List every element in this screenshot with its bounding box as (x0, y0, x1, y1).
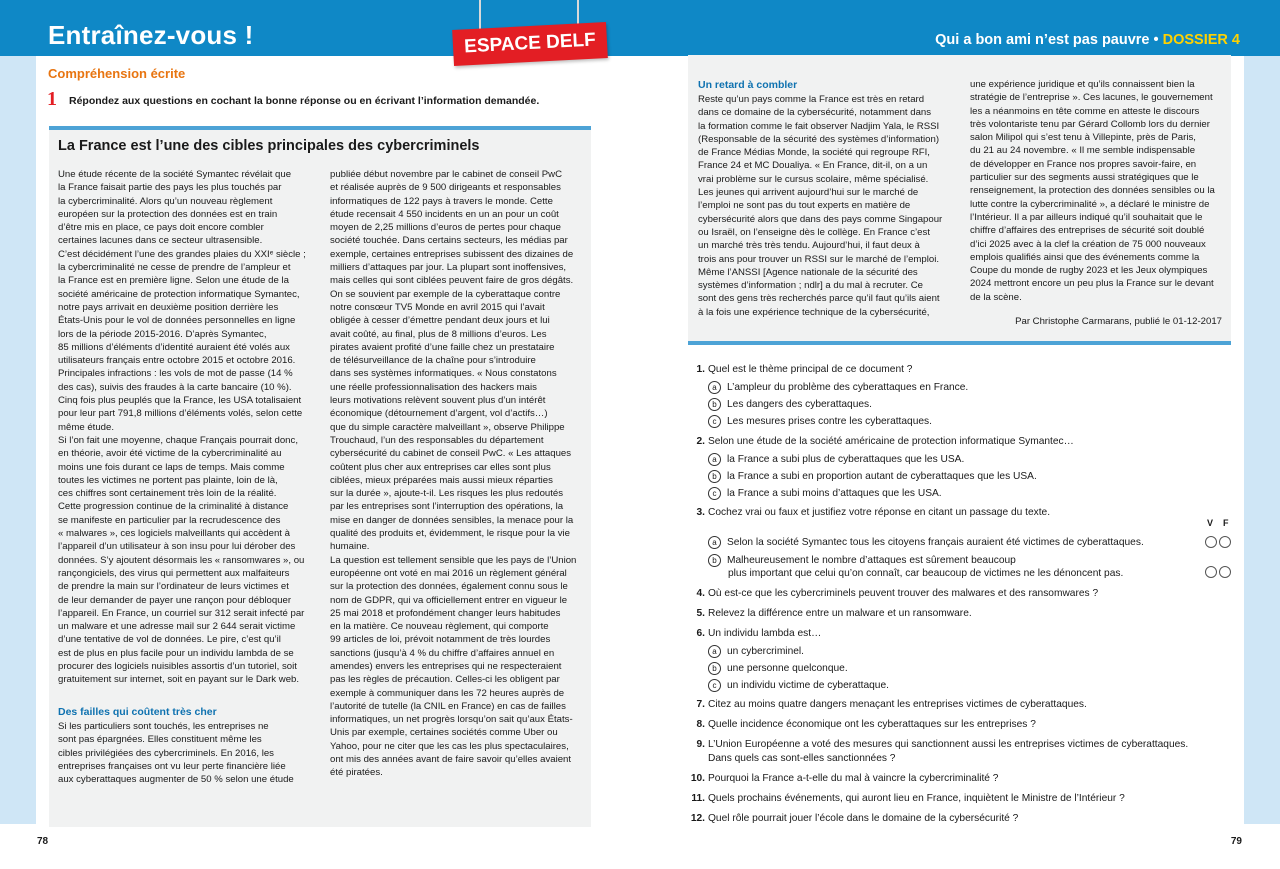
option-letter[interactable]: b (708, 470, 721, 483)
option-letter[interactable]: a (708, 453, 721, 466)
option-6c[interactable] (708, 679, 889, 692)
article-line: Cinq fois plus peuplés que la France, les USA totalisaient (58, 395, 302, 407)
option-1b[interactable] (708, 398, 872, 411)
article-line: l’appareil. En France, un courriel sur 312 serait infecté par (58, 607, 305, 619)
article-line: d’être mis en place, ce pays doit encore combler (58, 222, 264, 234)
article-line: publiée début novembre par le cabinet de conseil PwC (330, 169, 562, 180)
article-line: que du simple caractère malveillant », observe Philippe (330, 421, 565, 433)
article-line: Coupe du monde de rugby 2023 et les Jeux olympiques (970, 265, 1208, 277)
article-line: la formation comme le fait observer Nadjim Yala, le RSSI (698, 120, 940, 132)
page-title: Entraînez-vous ! (48, 20, 254, 50)
vrai-checkbox-a[interactable] (1205, 536, 1217, 548)
question-number: 11. (691, 793, 705, 804)
exercise-instruction: Répondez aux questions en cochant la bonne réponse ou en écrivant l’information demandée. (69, 95, 540, 107)
subheading-failles: Des failles qui coûtent très cher (58, 706, 217, 718)
article-line: une réelle professionnalisation des hackers mais (330, 381, 537, 393)
article-line: de leur demander de payer une rançon pour débloquer (58, 594, 292, 606)
article-line: économique (détournement d’argent, vol d’actifs…) (330, 408, 548, 420)
article-line: renseignement, la protection des données sensibles ou la (970, 185, 1215, 197)
question-number: 7. (696, 699, 705, 710)
question-text: Pourquoi la France a-t-elle du mal à vaincre la cybercriminalité ? (708, 773, 999, 784)
article-line: sanctions (jusqu’à 4 % du chiffre d’affaires annuel en (330, 647, 555, 659)
article-line: milliers d’attaques par jour. La plupart sont inoffensives, (330, 262, 567, 274)
article-line: Les jeunes qui arrivent aujourd’hui sur le marché de (698, 187, 919, 199)
article-line: se manifeste en particulier par la recrudescence des (58, 514, 281, 526)
article-line: l’autorité de tutelle (la CNIL en France) en cas de failles (330, 700, 566, 712)
article-line: Si l’on fait une moyenne, chaque Français pourrait donc, (58, 434, 298, 446)
article-line: de développer en France nos propres savoir-faire, en (970, 158, 1197, 170)
stamp-string-left (479, 0, 481, 30)
article-line: 2024 mettront encore un peu plus la France sur le devant (970, 278, 1214, 290)
article-line: ont mis des années avant de faire savoir qu’elles avaient (330, 754, 572, 766)
article-line: l’appareil d’un utilisateur à son insu pour lui dérober des (58, 541, 296, 553)
article-line: sont des gens très recherchés parce qu’il faut qu’ils aient (698, 293, 940, 305)
vrai-checkbox-b[interactable] (1205, 566, 1217, 578)
option-text: Selon la société Symantec tous les citoyens français auraient été victimes de cyberattaques. (727, 537, 1144, 549)
article-line: systèmes d’information ; ndlr] a du mal à recruter. Ce (698, 280, 924, 292)
option-letter[interactable]: a (708, 645, 721, 658)
article-line: société touchée. Dans certains secteurs, les médias par (330, 235, 568, 247)
article-line: même étude. (58, 421, 114, 433)
article-line: Unis par exemple, certaines sociétés comme Uber ou (330, 727, 558, 739)
article-column-1b (58, 720, 320, 786)
article-line: mais celles qui sont ciblées peuvent faire de gros dégâts. (330, 275, 574, 287)
article-line: Yahoo, pour ne citer que les cas les plus spectaculaires, (330, 740, 569, 752)
question-number: 4. (696, 588, 705, 599)
article-line: lors de la période 2015-2016. D’après Symantec, (58, 328, 267, 340)
article-line: notre pays arrivait en deuxième position derrière les (58, 301, 279, 313)
question-text: Quels prochains événements, qui auront lieu en France, inquiètent le Ministre de l’Intérieur ? (708, 793, 1125, 804)
option-3b (708, 554, 1016, 567)
article-line: à la fois une expérience technique de la cybersécurité, (698, 306, 930, 318)
article-line: la cybercriminalité ne cesse de prendre de l’ampleur et (58, 262, 291, 274)
article-line: société américaine de protection informatique Symantec, (58, 288, 300, 300)
article-line: de France Médias Monde, la société qui regroupe RFI, (698, 147, 930, 159)
article-line: la France faisait partie des pays les plus touchés par (58, 182, 282, 194)
option-letter[interactable]: a (708, 381, 721, 394)
option-text: une personne quelconque. (727, 663, 848, 675)
article-column-3-wrap (698, 77, 963, 319)
article-line: étude recensait 4 550 incidents en un an pour un coût (330, 208, 559, 220)
article-line: informatiques de 122 pays à travers le monde. Cette (330, 195, 553, 207)
option-text: Les dangers des cyberattaques. (727, 399, 872, 411)
article-line: sur la protection des données, également connu sous le (330, 581, 568, 593)
article-line: 99 articles de loi, prévoit notamment de très lourdes (330, 634, 551, 646)
article-line: On se souvient par exemple de la cyberattaque contre (330, 288, 561, 300)
article-line: moins une fois durant ce laps de temps. Mais comme (58, 461, 285, 473)
article-line: stratégie de l’entreprise ». Ces lacunes, le gouvernement (970, 92, 1213, 104)
article-line: avait coûté, au final, plus de 8 millions d’euros. Les (330, 328, 547, 340)
article-line: un malware et une adresse mail sur 2 644 serait victime (58, 621, 296, 633)
question-text: Cochez vrai ou faux et justifiez votre réponse en citant un passage du texte. (708, 507, 1051, 518)
article-line: cybersécurité alors que dans des pays comme Singapour (698, 213, 943, 225)
option-1c[interactable] (708, 415, 932, 428)
question-text: Selon une étude de la société américaine de protection informatique Symantec… (708, 436, 1074, 447)
article-line: l’emploi ne sont pas du tout experts en matière de (698, 200, 911, 212)
article-line: gratuitement sur internet, soit en payant sur le Dark web. (58, 674, 300, 686)
option-text: Malheureusement le nombre d’attaques est sûrement beaucoup (727, 555, 1016, 567)
article-column-1-part-2 (58, 704, 320, 786)
faux-header: F (1223, 518, 1229, 528)
option-2c[interactable] (708, 487, 942, 500)
article-line: salon Milipol qui s’est tenu à Villepinte, près de Paris, (970, 132, 1196, 144)
article-line: chiffre d’affaires des entreprises de sécurité soit doublé (970, 225, 1205, 237)
article-line: ou Israël, on l’enseigne dès le collège. En France c’est (698, 226, 930, 238)
option-letter: b (708, 554, 721, 567)
question-text: Où est-ce que les cybercriminels peuvent trouver des malwares et des ransomwares ? (708, 588, 1099, 599)
article-line: pour leur part 791,8 millions d’éléments volés, selon cette (58, 408, 303, 420)
article-line: toutes les victimes ne portent pas plainte, loin de là, (58, 474, 278, 486)
article-line: nom de GDPR, qui va officiellement entrer en vigueur le (330, 594, 568, 606)
article-line: dans ses systèmes informatiques. « Nous constatons (330, 368, 557, 380)
question-text: Quel rôle pourrait jouer l’école dans le domaine de la cybersécurité ? (708, 813, 1019, 824)
article-line: certaines lacunes dans ce secteur ultrasensible. (58, 235, 263, 247)
article-line: de prendre la main sur l’ordinateur de leurs victimes et (58, 581, 289, 593)
article-byline: Par Christophe Carmarans, publié le 01-12-2017 (1015, 316, 1222, 327)
article-line: d’ici 2025 avec à la clef la création de 75 000 nouveaux (970, 238, 1206, 250)
question-text: L’Union Européenne a voté des mesures qui sanctionnent aussi les entreprises victimes de cyberattaques. (708, 739, 1189, 750)
article-column-3 (698, 93, 963, 319)
option-2a[interactable] (708, 453, 964, 466)
article-column-1 (58, 168, 320, 687)
article-line: procurer des logiciels nuisibles assortis d’un tutoriel, soit (58, 660, 297, 672)
article-line: notre consœur TV5 Monde en avril 2015 qui l’avait (330, 301, 545, 313)
article-line: européenne ont voté en mai 2016 un règlement général (330, 567, 567, 579)
article-line: été piratées. (330, 767, 383, 779)
option-text: Les mesures prises contre les cyberattaques. (727, 416, 932, 428)
option-3b-line2: plus important que celui qu’on connaît, car beaucoup de victimes ne les dénoncent pas. (728, 568, 1124, 579)
article-line: une expérience juridique et qu’ils connaissent bien la (970, 79, 1195, 90)
article-line: dans ce domaine de la cybersécurité, notamment dans (698, 107, 932, 119)
article-line: cybersécurité du cabinet de conseil PwC. « Les attaques (330, 448, 572, 460)
article-line: lutte contre la cybercriminalité », a déclaré le ministre de (970, 198, 1210, 210)
article-line: mise en danger de données sensibles, la menace pour la (330, 514, 574, 526)
page-number-left: 78 (37, 836, 49, 847)
question-number: 10. (690, 773, 705, 784)
subheading-retard: Un retard à combler (698, 79, 798, 91)
article-line: particulier sur des segments aussi stratégiques que le (970, 172, 1199, 184)
option-letter[interactable]: c (708, 415, 721, 428)
article-line: pas les règles de précaution. Celles-ci les obligent par (330, 674, 560, 686)
article-line: États-Unis pour le vol de données personnelles en ligne (58, 315, 296, 327)
article-line: en théorie, avoir été victime de la cybercriminalité au (58, 448, 282, 460)
option-text: L’ampleur du problème des cyberattaques en France. (727, 382, 969, 394)
article-line: emplois qualifiés ainsi que des événements comme la (970, 251, 1200, 263)
header-proverb: Qui a bon ami n’est pas pauvre • (935, 32, 1159, 48)
article-line: Cette progression continue de la criminalité à distance (58, 501, 289, 513)
question-number: 1. (696, 364, 705, 375)
question-text-line2: Dans quels cas sont-elles sanctionnées ? (708, 753, 896, 764)
article-line: ciblées, mieux préparées mais aussi mieux réparties (330, 474, 553, 486)
question-text: Quelle incidence économique ont les cyberattaques sur les entreprises ? (708, 719, 1036, 730)
option-letter[interactable]: c (708, 487, 721, 500)
article-line: exemple à communiquer dans les 72 heures auprès de (330, 687, 565, 699)
article-line: « malwares », ces logiciels malveillants qui accèdent à (58, 528, 290, 540)
article-line: la France est en première ligne. Selon une étude de la (58, 275, 289, 287)
article-line: utilisateurs français entre octobre 2015 et octobre 2016. (58, 355, 296, 367)
article-line: de télésurveillance de la chaîne pour s’introduire (330, 355, 536, 367)
article-column-4 (970, 78, 1228, 304)
article-line: obligée à cesser d’émettre pendant deux jours et lui (330, 315, 550, 327)
left-margin-band (0, 56, 36, 824)
option-letter[interactable]: b (708, 398, 721, 411)
article-line: cibles privilégiées des cybercriminels. En 2016, les (58, 747, 274, 759)
stamp-label: ESPACE DELF (452, 22, 608, 66)
option-text: la France a subi plus de cyberattaques que les USA. (727, 454, 965, 466)
question-text: Citez au moins quatre dangers menaçant les entreprises victimes de cyberattaques. (708, 699, 1087, 710)
article-line: Trouchaud, l’un des responsables du département (330, 434, 544, 446)
article-line: Principales infractions : les vols de mot de passe (14 % (58, 368, 293, 380)
article-line: (Responsable de la sécurité des systèmes d’information) (698, 133, 940, 145)
article-line: du 21 au 24 novembre. « Il me semble indispensable (970, 145, 1196, 157)
article-line: européen sur la protection des données est en train (58, 208, 278, 220)
article-column-2 (330, 168, 592, 780)
option-6b[interactable] (708, 662, 848, 675)
article-line: vrai problème sur le cursus scolaire, même spécialisé. (698, 173, 929, 185)
article-line: en la matière. Ce nouveau règlement, qui comporte (330, 621, 549, 633)
article-line: les a néanmoins en tête comme en atteste le discours (970, 105, 1200, 117)
article-line: 25 mai 2018 et profondément changer leurs habitudes (330, 607, 561, 619)
exercise-number: 1 (47, 88, 57, 110)
question-number: 8. (696, 719, 705, 730)
article-line: sur la durée », ajoute-t-il. Les risques les plus redoutés (330, 488, 564, 500)
option-6a[interactable] (708, 645, 804, 658)
article-line: Une étude récente de la société Symantec révélait que (58, 169, 292, 180)
article-line: très volontariste tenu par Gérard Collomb lors du dernier (970, 118, 1210, 130)
article-line: sont pas épargnées. Elles constituent même les (58, 734, 262, 746)
header-dossier (935, 32, 1240, 48)
faux-checkbox-a[interactable] (1219, 536, 1231, 548)
question-number: 5. (696, 608, 705, 619)
article-line: moyen de 2,25 millions d’euros de pertes pour chaque (330, 222, 561, 234)
article-title: La France est l’une des cibles principales des cybercriminels (58, 138, 480, 154)
question-number: 6. (696, 628, 705, 639)
article-line: Reste qu’un pays comme la France est très en retard (698, 94, 925, 105)
option-text: un cybercriminel. (727, 646, 804, 658)
article-line: ces chiffres sont certainement très loin de la réalité. (58, 488, 277, 500)
article-line: est de plus en plus facile pour un individu lambda de se (58, 647, 294, 659)
section-title: Compréhension écrite (48, 66, 186, 81)
article-line: d’une tentative de vol de données. Le pire, c’est qu’il (58, 634, 281, 646)
option-text: la France a subi moins d’attaques que les USA. (727, 488, 942, 500)
right-margin-band (1244, 56, 1280, 824)
question-number: 2. (696, 436, 705, 447)
article-line: aux cyberattaques augmenter de 50 % selon une étude (58, 774, 294, 786)
espace-delf-stamp (449, 0, 619, 72)
page-number-right: 79 (1230, 836, 1242, 847)
option-text: la France a subi en proportion autant de cyberattaques que les USA. (727, 471, 1037, 483)
article-line: pirates avaient profité d’une faille chez un prestataire (330, 341, 555, 353)
article-line: par les entreprises sont l’interruption des opérations, la (330, 501, 564, 513)
article-line: leurs motivations relèvent souvent plus d’un intérêt (330, 395, 546, 407)
article-line: amendes) envers les entreprises qui ne respecteraient (330, 660, 562, 672)
option-1a[interactable] (708, 381, 968, 394)
article-line: France 24 et MC Doualiya. « En France, dit-il, on a un (698, 160, 928, 172)
article-line: données. S’y ajoutent désormais les « ransomwares », ou (58, 554, 305, 566)
question-text: Un individu lambda est… (708, 628, 822, 639)
article-line: rançongiciels, des virus qui permettent aux malfaiteurs (58, 567, 290, 579)
faux-checkbox-b[interactable] (1219, 566, 1231, 578)
option-letter: a (708, 536, 721, 549)
article-line: Même l’ANSSI [Agence nationale de la sécurité des (698, 266, 918, 278)
article-line: C’est décidément l’une des grandes plaies du XXIᵉ siècle ; (58, 248, 306, 260)
option-3a (708, 536, 1144, 549)
option-letter[interactable]: c (708, 679, 721, 692)
article-line: trois ans pour trouver un RSSI sur le marché de l’emploi. (698, 253, 940, 265)
article-line: exemple, certaines entreprises subissent des dizaines de (330, 248, 574, 260)
article-line: entreprises françaises ont vu leur perte financière liée (58, 760, 286, 772)
question-number: 9. (696, 739, 705, 750)
option-text: un individu victime de cyberattaque. (727, 680, 889, 692)
article-line: un marché très très tendu. Aujourd’hui, il faut deux à (698, 240, 920, 252)
article-line: qualité des produits et, évidemment, le risque pour la vie (330, 528, 570, 540)
vrai-header: V (1207, 518, 1214, 528)
question-text: Quel est le thème principal de ce document ? (708, 364, 913, 375)
article-line: coûtent plus cher aux entreprises car elles sont plus (330, 461, 551, 473)
article-line: de la scène. (970, 291, 1022, 303)
article-line: des cas), suivis des fraudes à la carte bancaire (10 %). (58, 381, 292, 393)
question-text: Relevez la différence entre un malware et un ransomware. (708, 608, 972, 619)
question-number: 3. (696, 507, 705, 518)
article-line: La question est tellement sensible que les pays de l’Union (330, 554, 577, 566)
article-line: humaine. (330, 541, 370, 553)
option-2b[interactable] (708, 470, 1037, 483)
article-line: 85 millions d’éléments d’identité auraient été volés aux (58, 341, 290, 353)
article-line: l’Intérieur. Il a par ailleurs indiqué qu’il souhaitait que le (970, 211, 1203, 223)
option-letter[interactable]: b (708, 662, 721, 675)
article-line: informatiques, un net progrès lorsqu’on sait qu’aux États- (330, 714, 573, 726)
article-line: Si les particuliers sont touchés, les entreprises ne (58, 721, 269, 732)
dossier-label: DOSSIER 4 (1162, 32, 1240, 48)
question-number: 12. (690, 813, 705, 824)
article-line: la cybercriminalité. Alors qu’un nouveau règlement (58, 195, 273, 207)
article-line: et réalisée auprès de 9 500 dirigeants et responsables (330, 182, 561, 194)
